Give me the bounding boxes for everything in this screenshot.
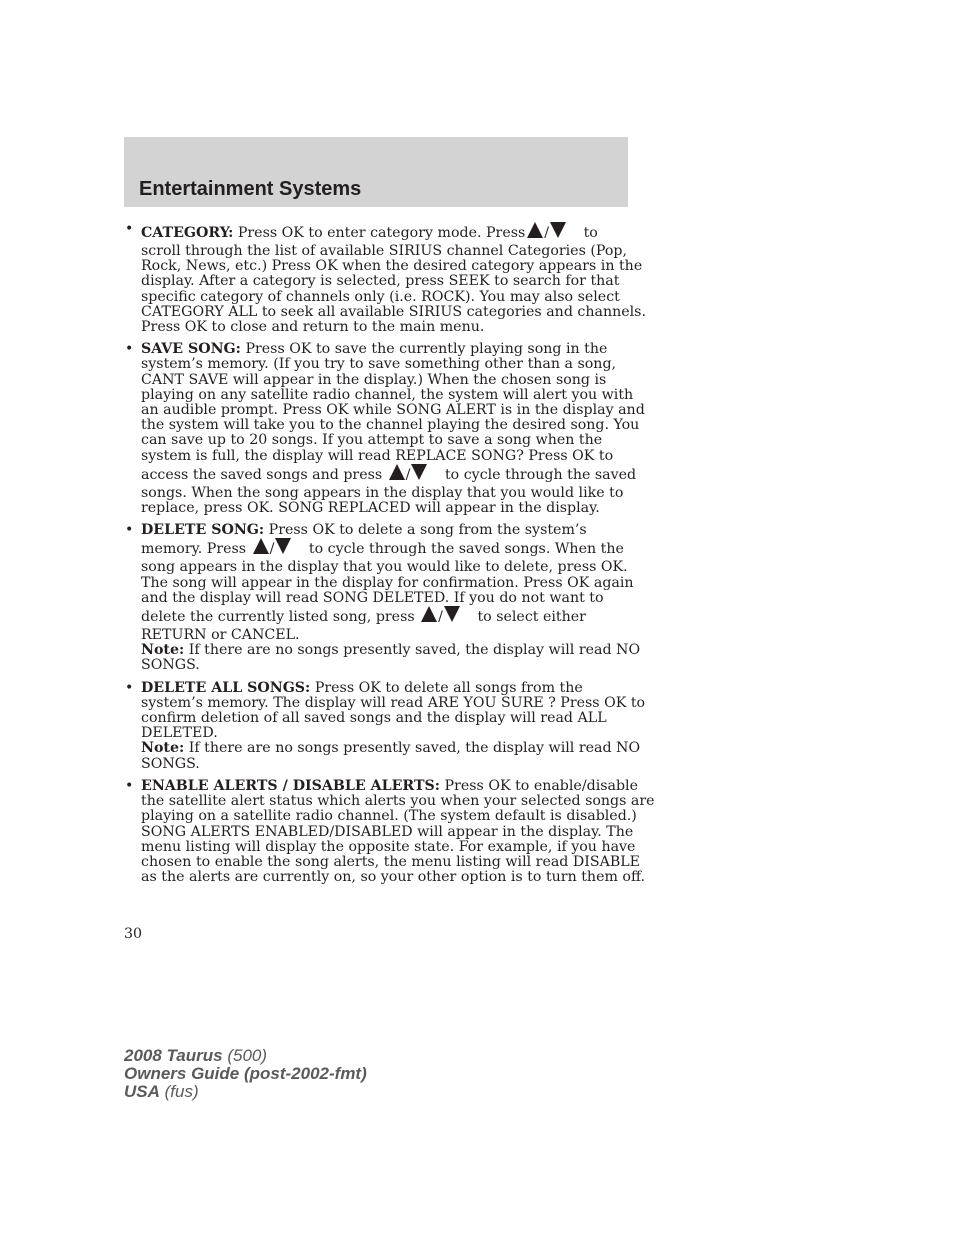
footer-line-model: 2008 Taurus (500) — [124, 1046, 268, 1065]
text-line: CATEGORY ALL to seek all available SIRIUS categories and channels. — [141, 303, 646, 320]
note-line: SONGS. — [141, 755, 200, 772]
text-line: Rock, News, etc.) Press OK when the desired category appears in the — [141, 258, 643, 275]
down-arrow-icon — [275, 538, 291, 554]
text-line: system is full, the display will read REPLACE SONG? Press OK to — [141, 447, 614, 464]
text-line: and the display will read SONG DELETED. If you do not want to — [141, 589, 604, 606]
item-lead: SAVE SONG: — [141, 341, 241, 358]
down-arrow-icon — [550, 222, 566, 238]
up-arrow-icon — [389, 464, 405, 480]
text-line: the system will take you to the channel playing the desired song. You — [141, 417, 640, 434]
arrow-pair: / — [527, 222, 566, 244]
text-line: memory. Press / to cycle through the saved songs. When the — [141, 538, 630, 560]
bullet: • — [125, 777, 134, 794]
down-arrow-icon — [411, 464, 427, 480]
footer-line-region: USA (fus) — [124, 1082, 199, 1101]
section-title: Entertainment Systems — [139, 178, 362, 200]
list-item-delete-all-songs — [124, 679, 646, 772]
text-line: DELETED. — [141, 725, 218, 742]
page-number: 30 — [124, 926, 143, 942]
text-line: playing on a satellite radio channel. (The system default is disabled.) — [141, 808, 637, 825]
note-line: Note: If there are no songs presently saved, the display will read NO — [141, 740, 641, 757]
text-line: RETURN or CANCEL. — [141, 627, 300, 644]
text-line: The song will appear in the display for confirmation. Press OK again — [141, 574, 634, 591]
section-header — [124, 137, 628, 207]
text-line: the satellite alert status which alerts you when your selected songs are — [141, 793, 655, 810]
bullet: • — [125, 221, 134, 237]
text-line: confirm deletion of all saved songs and the display will read ALL — [141, 710, 607, 727]
text-line: SONG ALERTS ENABLED/DISABLED will appear in the display. The — [141, 823, 634, 840]
arrow-pair: / — [389, 464, 428, 486]
text-line: ENABLE ALERTS / DISABLE ALERTS: Press OK to enable/disable — [141, 777, 638, 794]
note-label: Note: — [141, 740, 185, 757]
text-line: system’s memory. (If you try to save something other than a song, — [141, 356, 617, 373]
note-label: Note: — [141, 642, 185, 659]
arrow-pair: / — [421, 606, 460, 628]
text-line: menu listing will display the opposite state. For example, if you have — [141, 838, 636, 855]
text-line: an audible prompt. Press OK while SONG ALERT is in the display and — [141, 402, 645, 419]
text-line: as the alerts are currently on, so your other option is to turn them off. — [141, 869, 646, 886]
text-line: scroll through the list of available SIRIUS channel Categories (Pop, — [141, 243, 628, 259]
bullet-list — [124, 221, 655, 886]
page-content — [124, 221, 655, 892]
text-line: song appears in the display that you would like to delete, press OK. — [141, 559, 628, 576]
arrow-pair: / — [253, 538, 292, 560]
bullet: • — [125, 679, 134, 696]
text-line: Press OK to close and return to the main menu. — [141, 319, 485, 336]
note-line: SONGS. — [141, 657, 200, 674]
text-line: songs. When the song appears in the display that you would like to — [141, 484, 624, 501]
text-line: can save up to 20 songs. If you attempt to save a song when the — [141, 432, 603, 449]
text-line: display. After a category is selected, press SEEK to search for that — [141, 273, 620, 290]
item-lead: ENABLE ALERTS / DISABLE ALERTS: — [141, 777, 441, 794]
note-line: Note: If there are no songs presently saved, the display will read NO — [141, 642, 641, 659]
footer — [124, 1047, 367, 1101]
text-line: playing on any satellite radio channel, the system will alert you with — [141, 386, 634, 403]
bullet: • — [125, 341, 134, 358]
up-arrow-icon — [253, 538, 269, 554]
item-lead: CATEGORY: — [141, 225, 234, 241]
text-line: specific category of channels only (i.e. ROCK). You may also select — [141, 288, 620, 305]
text-line: DELETE SONG: Press OK to delete a song from the system’s — [141, 522, 587, 539]
list-item-save-song — [124, 341, 645, 517]
text-line: delete the currently listed song, press / to select either — [141, 606, 630, 628]
text-line: SAVE SONG: Press OK to save the currently playing song in the — [141, 341, 608, 358]
list-item-delete-song — [124, 522, 641, 674]
text-line: access the saved songs and press / to cycle through the saved — [141, 464, 630, 486]
text-line: CANT SAVE will appear in the display.) When the chosen song is — [141, 371, 607, 388]
down-arrow-icon — [444, 606, 460, 622]
up-arrow-icon — [421, 606, 437, 622]
footer-line-guide: Owners Guide (post-2002-fmt) — [124, 1064, 367, 1083]
item-lead: DELETE SONG: — [141, 522, 265, 539]
text-line: chosen to enable the song alerts, the menu listing will read DISABLE — [141, 853, 641, 870]
bullet: • — [125, 522, 134, 539]
text-line: CATEGORY: Press OK to enter category mode. Press / to — [141, 222, 630, 244]
item-lead: DELETE ALL SONGS: — [141, 679, 311, 696]
text-line: DELETE ALL SONGS: Press OK to delete all songs from the — [141, 679, 583, 696]
list-item-enable-alerts — [124, 777, 655, 886]
text-line: system’s memory. The display will read ARE YOU SURE ? Press OK to — [141, 694, 646, 711]
list-item-category — [124, 221, 646, 336]
up-arrow-icon — [527, 222, 543, 238]
text-line: replace, press OK. SONG REPLACED will appear in the display. — [141, 500, 600, 517]
